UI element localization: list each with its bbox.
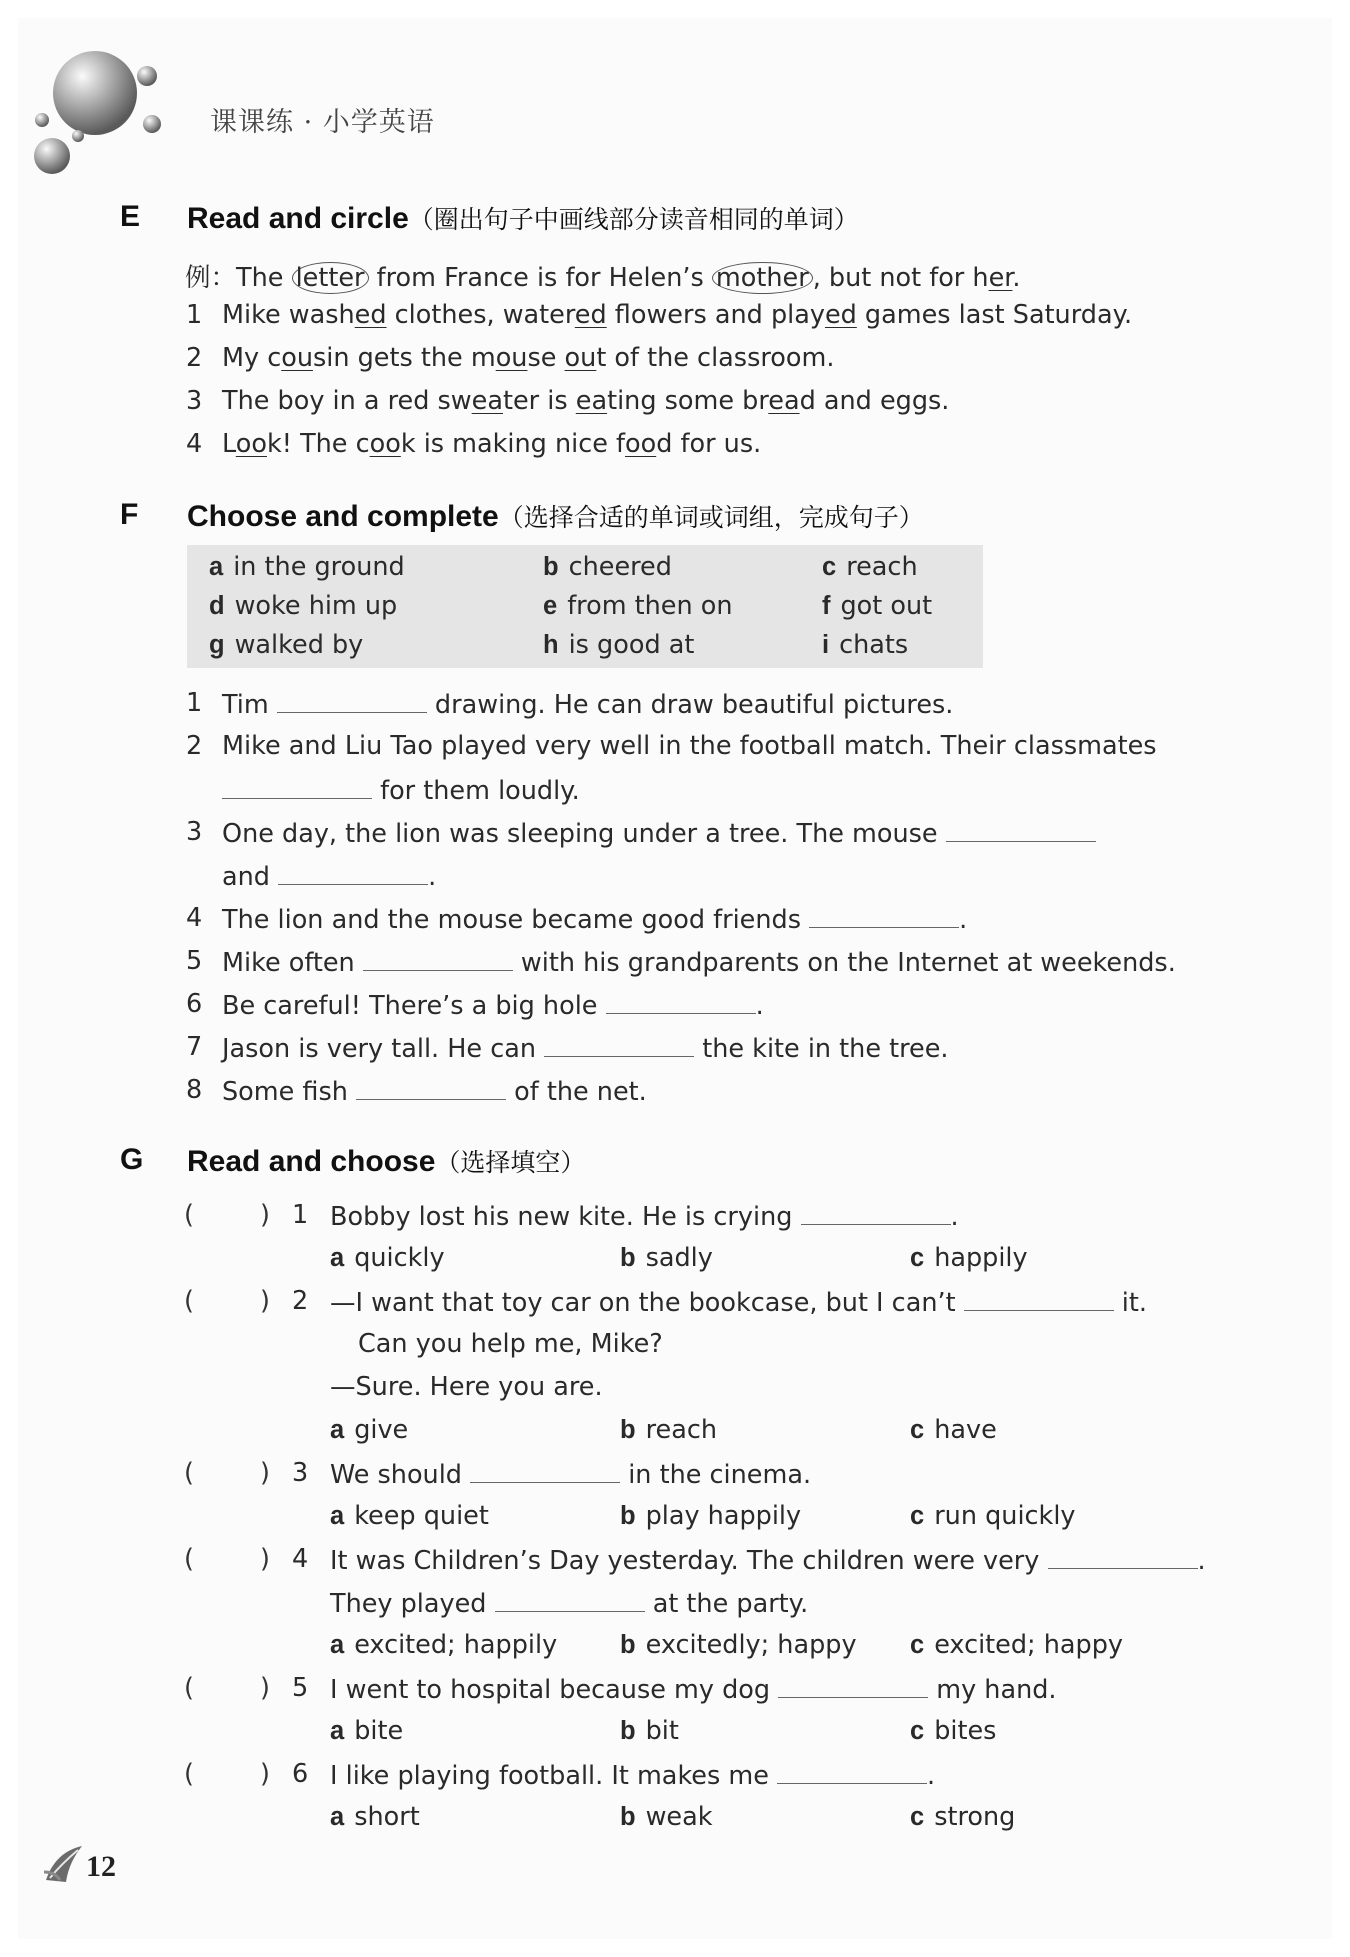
f-item-4: The lion and the mouse became good friends . (222, 905, 968, 935)
choice-text: excitedly; happy (645, 1630, 857, 1660)
choice-c[interactable] (910, 1501, 1076, 1531)
option-text: chats (839, 630, 909, 660)
answer-paren-close: ) (260, 1759, 270, 1789)
section-g-title (187, 1143, 585, 1179)
answer-blank[interactable] (544, 1032, 694, 1057)
answer-paren-open: ( (184, 1458, 194, 1488)
choice-key: b (620, 1416, 636, 1444)
choice-text: have (934, 1415, 997, 1445)
choice-c[interactable] (910, 1415, 997, 1445)
word-bank-option (822, 591, 932, 621)
question-text: . (1197, 1546, 1206, 1576)
item-number: 7 (186, 1032, 203, 1062)
answer-paren-open: ( (184, 1544, 194, 1574)
answer-blank[interactable] (470, 1458, 620, 1483)
word-bank-option (543, 591, 733, 621)
choice-text: short (354, 1802, 420, 1832)
answer-paren-open: ( (184, 1673, 194, 1703)
word-bank-option (209, 630, 363, 660)
underlined-part: ed (824, 300, 857, 330)
f-item-8: Some fish of the net. (222, 1077, 647, 1107)
choice-b[interactable] (620, 1501, 801, 1531)
bubbles-logo (30, 48, 170, 178)
item-number: 3 (186, 817, 203, 847)
option-text: got out (840, 591, 933, 621)
underlined-part: ed (354, 300, 387, 330)
choice-key: a (330, 1631, 345, 1659)
underlined-part: ea (575, 386, 608, 416)
word-bank-option (543, 630, 694, 660)
underlined-part: ea (471, 386, 503, 416)
g-item-2-line3: —Sure. Here you are. (330, 1372, 603, 1402)
choice-a[interactable] (330, 1630, 557, 1660)
option-key: a (209, 553, 224, 581)
g-item-2-question (330, 1286, 1147, 1318)
choice-text: bites (934, 1716, 997, 1746)
choice-key: b (620, 1502, 636, 1530)
choice-key: c (910, 1631, 925, 1659)
f-item-3-cont: and . (222, 862, 437, 892)
choice-b[interactable] (620, 1630, 857, 1660)
f-item-3: One day, the lion was sleeping under a tree. The mouse (222, 817, 1096, 849)
choice-text: keep quiet (354, 1501, 489, 1531)
answer-paren-close: ) (260, 1286, 270, 1316)
choice-text: reach (645, 1415, 717, 1445)
answer-paren-open: ( (184, 1286, 194, 1316)
question-text: I went to hospital because my dog (330, 1675, 779, 1705)
option-text: in the ground (233, 552, 405, 582)
section-e-title-zh: （圈出句子中画线部分读音相同的单词） (408, 205, 859, 234)
choice-key: b (620, 1717, 636, 1745)
f-item-5: Mike often with his grandparents on the Internet at weekends. (222, 948, 1176, 978)
item-number: 2 (186, 731, 203, 761)
option-text: reach (846, 552, 918, 582)
underlined-part: ou (281, 343, 313, 373)
choice-b[interactable] (620, 1415, 717, 1445)
question-text: Bobby lost his new kite. He is crying (330, 1202, 801, 1232)
choice-a[interactable] (330, 1802, 420, 1832)
choice-a[interactable] (330, 1716, 403, 1746)
choice-text: sadly (645, 1243, 713, 1273)
option-key: c (822, 553, 837, 581)
question-text: It was Children’s Day yesterday. The children were very (330, 1546, 1048, 1576)
item-number: 6 (292, 1759, 309, 1789)
section-e-letter: E (120, 200, 141, 233)
answer-blank[interactable] (809, 903, 959, 928)
section-g-title-en: Read and choose (187, 1145, 436, 1178)
answer-blank[interactable] (606, 989, 756, 1014)
answer-paren-close: ) (260, 1458, 270, 1488)
section-e-title-en: Read and circle (187, 202, 409, 235)
choice-text: excited; happy (934, 1630, 1123, 1660)
option-key: i (822, 631, 830, 659)
option-key: b (543, 553, 559, 581)
underlined-part: oo (369, 429, 401, 459)
question-text: . (927, 1761, 936, 1791)
item-number: 4 (186, 903, 203, 933)
e-item-3: The boy in a red sweater is eating some bread and eggs. (222, 386, 950, 416)
choice-text: quickly (354, 1243, 445, 1273)
choice-key: c (910, 1244, 925, 1272)
item-number: 6 (186, 989, 203, 1019)
e-item-4: Look! The cook is making nice food for us. (222, 429, 762, 459)
f-item-2-cont: for them loudly. (222, 774, 580, 806)
answer-blank[interactable] (363, 946, 513, 971)
underlined-part: ou (564, 343, 597, 373)
item-number: 3 (186, 386, 203, 416)
underlined-part: er (988, 263, 1013, 293)
answer-blank[interactable] (278, 860, 428, 885)
item-number: 8 (186, 1075, 203, 1105)
section-f-title-en: Choose and complete (187, 500, 499, 533)
choice-text: play happily (645, 1501, 802, 1531)
section-g-title-zh: （选择填空） (435, 1148, 586, 1177)
option-text: from then on (567, 591, 733, 621)
section-f-letter: F (120, 498, 139, 531)
choice-b[interactable] (620, 1243, 713, 1273)
item-number: 4 (186, 429, 203, 459)
g-item-4-question (330, 1544, 1206, 1576)
choice-c[interactable] (910, 1630, 1123, 1660)
answer-blank[interactable] (495, 1587, 645, 1612)
answer-blank[interactable] (356, 1075, 506, 1100)
word-bank-option (822, 630, 908, 660)
option-key: g (209, 631, 225, 659)
section-f-title-zh: （选择合适的单词或词组，完成句子） (498, 503, 924, 532)
answer-blank[interactable] (1048, 1544, 1198, 1569)
option-key: f (822, 592, 831, 620)
answer-paren-close: ) (260, 1544, 270, 1574)
option-key: e (543, 592, 558, 620)
choice-a[interactable] (330, 1501, 489, 1531)
item-number: 4 (292, 1544, 309, 1574)
circled-word: letter (292, 262, 369, 294)
option-text: woke him up (234, 591, 398, 621)
item-number: 3 (292, 1458, 309, 1488)
question-text: —I want that toy car on the bookcase, but I can’t (330, 1288, 964, 1318)
question-text: in the cinema. (620, 1460, 812, 1490)
question-text: They played (330, 1589, 495, 1619)
word-bank-option (209, 591, 397, 621)
choice-key: c (910, 1803, 925, 1831)
choice-a[interactable] (330, 1415, 408, 1445)
item-number: 1 (186, 688, 203, 718)
underlined-part: ea (768, 386, 800, 416)
choice-text: run quickly (934, 1501, 1076, 1531)
choice-key: c (910, 1416, 925, 1444)
choice-key: a (330, 1717, 345, 1745)
option-key: d (209, 592, 225, 620)
choice-text: weak (645, 1802, 713, 1832)
leaf-icon (42, 1842, 86, 1886)
answer-paren-close: ) (260, 1673, 270, 1703)
question-text: We should (330, 1460, 471, 1490)
page-number: 12 (86, 1850, 116, 1883)
f-item-1: Tim drawing. He can draw beautiful pictures. (222, 690, 954, 720)
choice-text: strong (934, 1802, 1016, 1832)
underlined-part: ou (495, 343, 528, 373)
item-number: 5 (186, 946, 203, 976)
question-text: I like playing football. It makes me (330, 1761, 778, 1791)
answer-blank[interactable] (946, 817, 1096, 842)
option-text: walked by (234, 630, 364, 660)
g-item-6-question (330, 1759, 935, 1791)
option-key: h (543, 631, 559, 659)
answer-paren-open: ( (184, 1200, 194, 1230)
question-text: my hand. (928, 1675, 1057, 1705)
item-number: 1 (186, 300, 203, 330)
choice-key: a (330, 1416, 345, 1444)
example-sentence: 例：The letter from France is for Helen’s mother , but not for her. (185, 263, 1021, 293)
word-bank-option (543, 552, 672, 582)
choice-key: a (330, 1803, 345, 1831)
answer-blank[interactable] (222, 774, 372, 799)
g-item-1-question (330, 1200, 959, 1232)
answer-blank[interactable] (778, 1673, 928, 1698)
g-item-3-question (330, 1458, 811, 1490)
choice-c[interactable] (910, 1243, 1028, 1273)
choice-b[interactable] (620, 1802, 713, 1832)
f-item-2: Mike and Liu Tao played very well in the football match. Their classmates (222, 731, 1157, 761)
g-item-5-question (330, 1673, 1057, 1705)
f-item-7: Jason is very tall. He can the kite in the tree. (222, 1034, 949, 1064)
answer-blank[interactable] (777, 1759, 927, 1784)
g-item-4-line2 (330, 1587, 808, 1619)
choice-text: happily (934, 1243, 1028, 1273)
choice-text: give (354, 1415, 409, 1445)
choice-key: c (910, 1717, 925, 1745)
g-item-2-line2: Can you help me, Mike? (358, 1329, 663, 1359)
word-bank-option (209, 552, 405, 582)
choice-text: excited; happily (354, 1630, 558, 1660)
question-text: . (950, 1202, 959, 1232)
underlined-part: oo (235, 429, 267, 459)
section-g-letter: G (120, 1143, 144, 1176)
e-item-2: My cousin gets the mouse out of the classroom. (222, 343, 835, 373)
word-bank-option (822, 552, 918, 582)
underlined-part: ed (574, 300, 607, 330)
choice-c[interactable] (910, 1716, 996, 1746)
choice-key: b (620, 1244, 636, 1272)
choice-key: a (330, 1244, 345, 1272)
question-text: at the party. (644, 1589, 809, 1619)
e-item-1: Mike washed clothes, watered flowers and played games last Saturday. (222, 300, 1133, 330)
question-text: it. (1113, 1288, 1147, 1318)
choice-c[interactable] (910, 1802, 1015, 1832)
choice-key: c (910, 1502, 925, 1530)
choice-text: bite (354, 1716, 404, 1746)
choice-a[interactable] (330, 1243, 445, 1273)
choice-b[interactable] (620, 1716, 679, 1746)
answer-blank[interactable] (277, 688, 427, 713)
choice-key: b (620, 1631, 636, 1659)
item-number: 5 (292, 1673, 309, 1703)
example-label: 例： (185, 263, 237, 293)
choice-key: b (620, 1803, 636, 1831)
answer-paren-close: ) (260, 1200, 270, 1230)
option-text: is good at (568, 630, 695, 660)
section-e-title (187, 200, 859, 236)
f-item-6: Be careful! There’s a big hole . (222, 991, 764, 1021)
section-f-title (187, 498, 924, 534)
item-number: 1 (292, 1200, 309, 1230)
choice-text: bit (645, 1716, 679, 1746)
answer-blank[interactable] (801, 1200, 951, 1225)
item-number: 2 (186, 343, 203, 373)
circled-word: mother (712, 262, 813, 294)
choice-key: a (330, 1502, 345, 1530)
answer-paren-open: ( (184, 1759, 194, 1789)
option-text: cheered (568, 552, 672, 582)
header-title: 课课练 · 小学英语 (210, 107, 435, 138)
underlined-part: oo (625, 429, 657, 459)
answer-blank[interactable] (964, 1286, 1114, 1311)
item-number: 2 (292, 1286, 309, 1316)
